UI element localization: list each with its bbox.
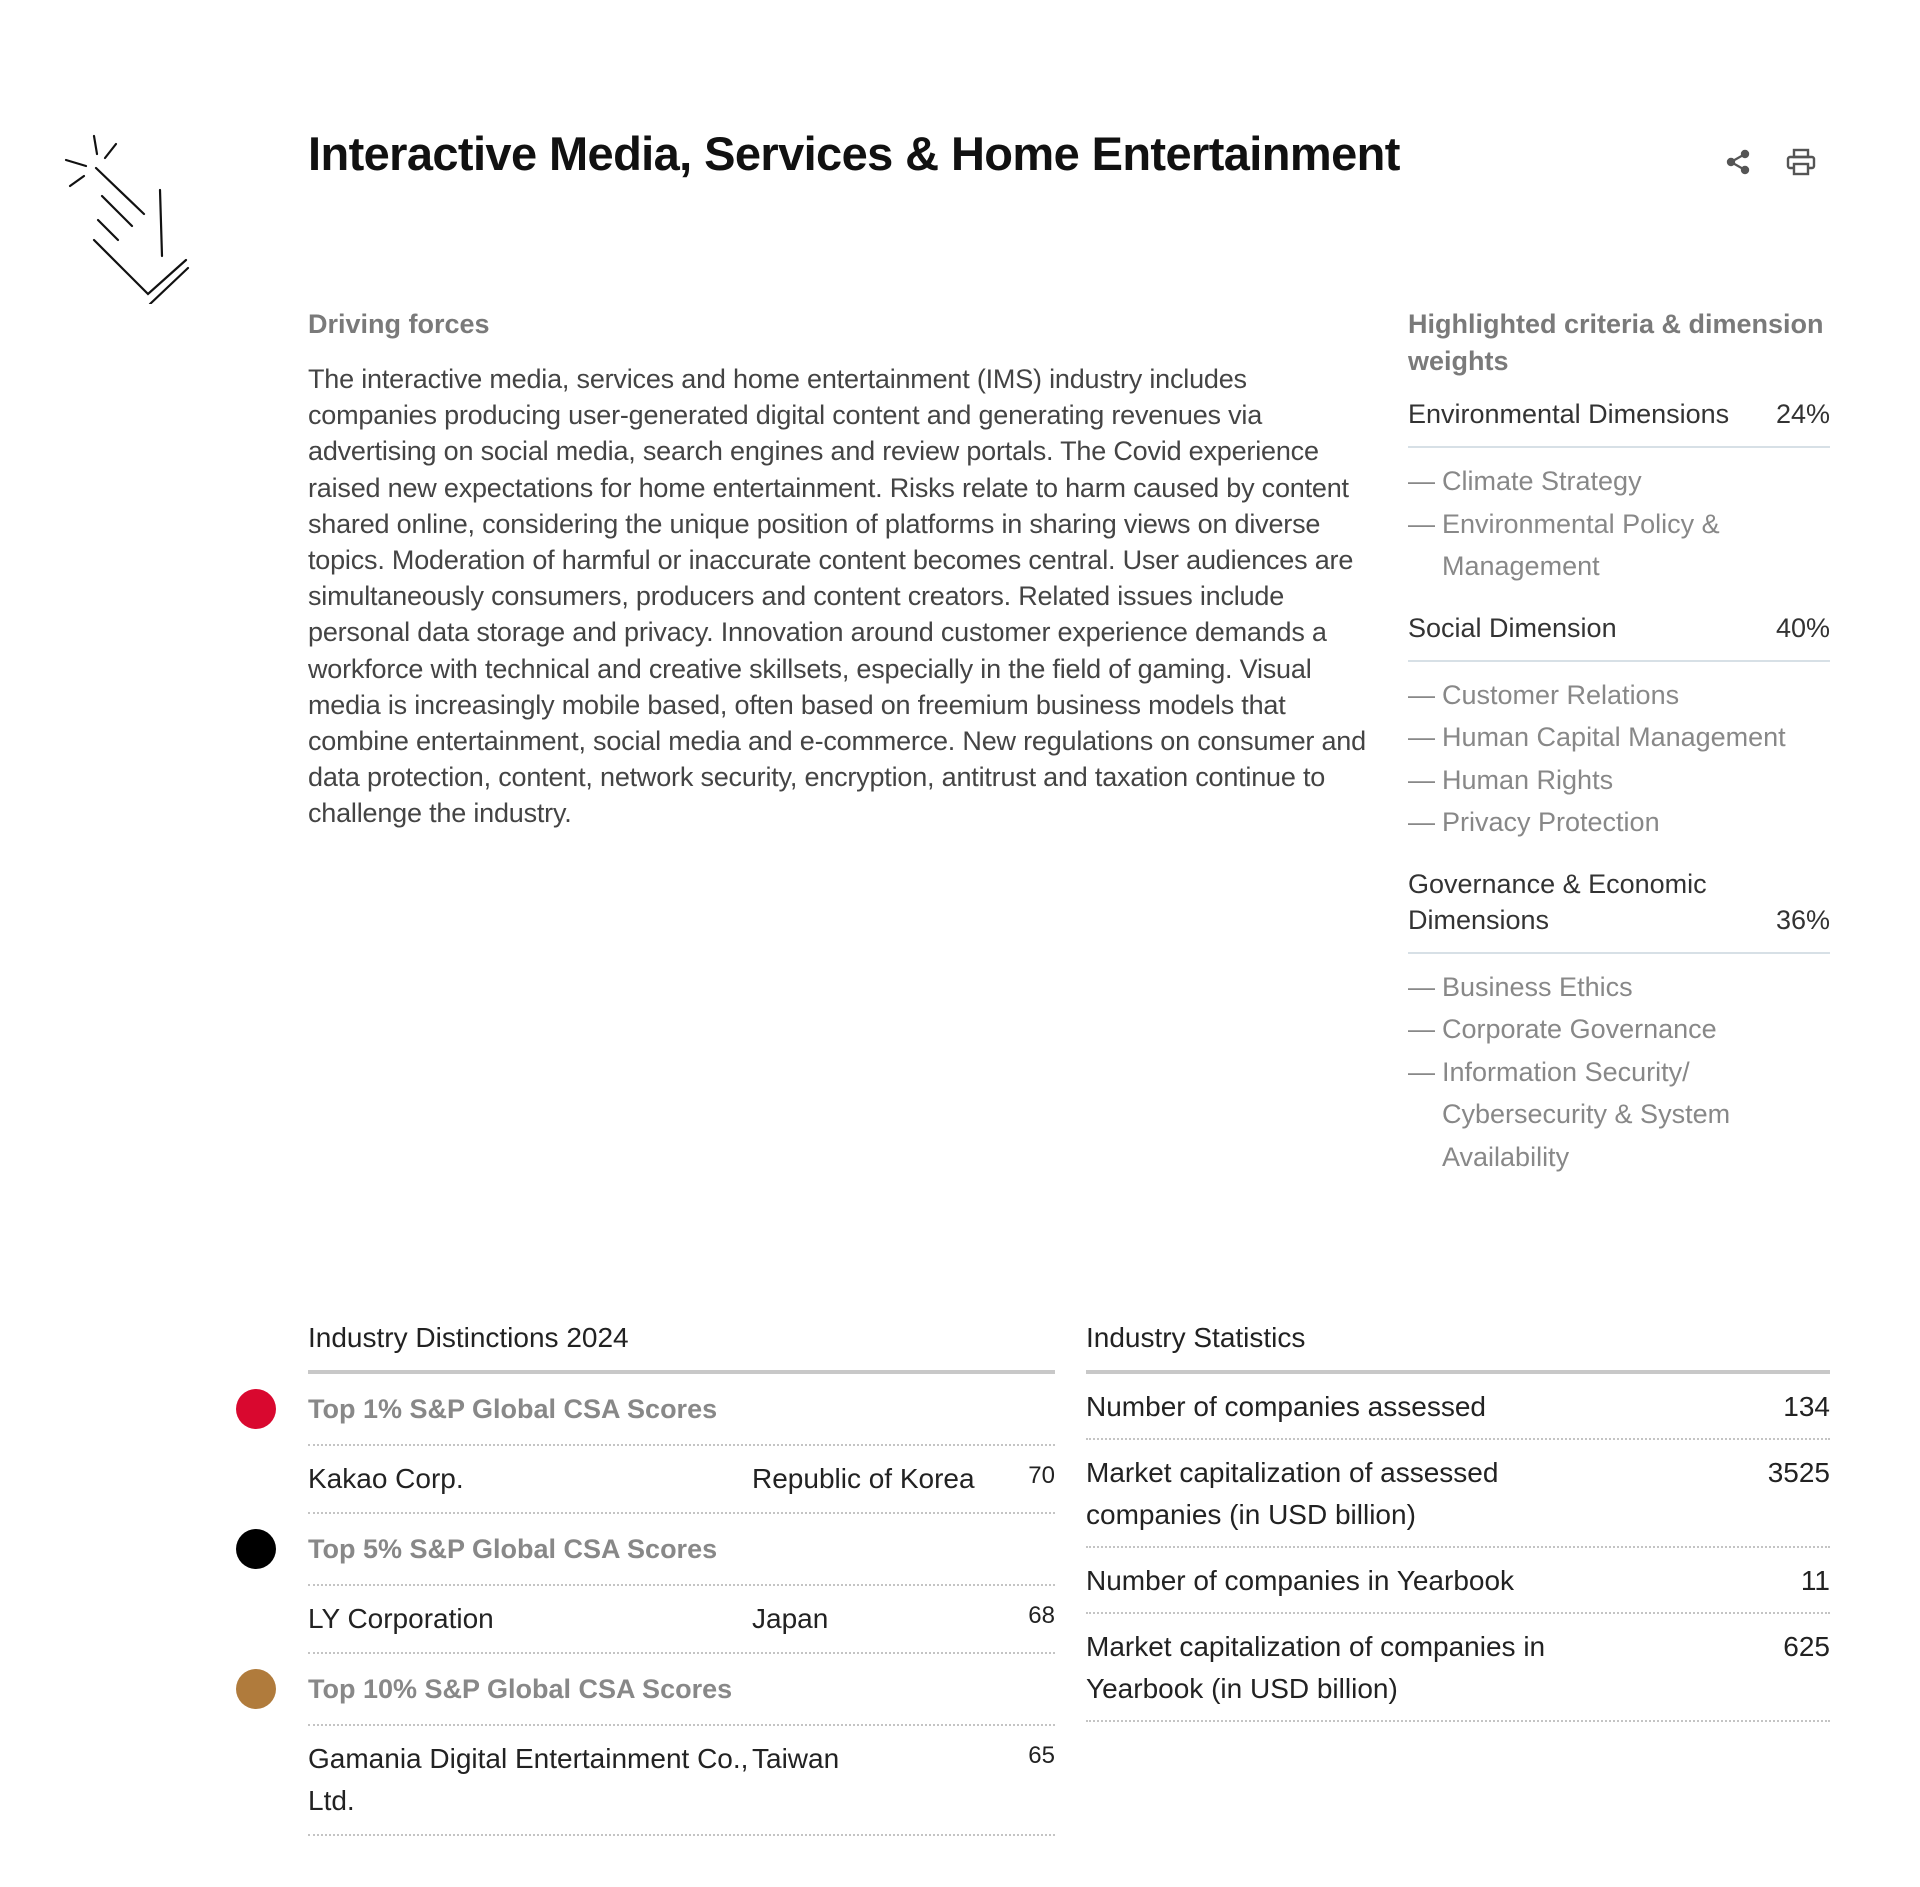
dimension-header — [1408, 866, 1830, 954]
dimension-name: Governance & Economic Dimensions — [1408, 868, 1707, 935]
table-row — [1086, 1374, 1830, 1440]
dash-mark: — — [1408, 466, 1435, 496]
table-row — [1086, 1440, 1830, 1548]
industry-statistics-table — [1086, 1318, 1830, 1722]
company-country: Republic of Korea — [752, 1463, 975, 1494]
criteria-item-label: Information Security/ Cybersecurity & System Availability — [1442, 1056, 1731, 1172]
criteria-item-label: Climate Strategy — [1442, 466, 1642, 496]
statistics-title: Industry Statistics — [1086, 1318, 1830, 1374]
criteria-item-label: Business Ethics — [1442, 971, 1633, 1002]
table-row — [308, 1586, 1055, 1654]
company-name: Kakao Corp. — [308, 1463, 464, 1494]
criteria-item — [1408, 1051, 1830, 1179]
dimension-governance — [1408, 866, 1830, 1179]
criteria-section — [1408, 306, 1830, 1178]
tier-dot-red — [236, 1389, 276, 1429]
dimension-name: Environmental Dimensions — [1408, 399, 1730, 429]
criteria-item-label: Human Capital Management — [1442, 722, 1786, 752]
tier-dot-bronze — [236, 1669, 276, 1709]
page-title: Interactive Media, Services & Home Entertainment — [308, 127, 1400, 180]
dimension-header — [1408, 610, 1830, 662]
criteria-label: Highlighted criteria & dimension weights — [1408, 309, 1824, 376]
dimension-environmental — [1408, 396, 1830, 588]
criteria-list — [1408, 954, 1830, 1179]
stat-label: Market capitalization of companies in Yearbook (in USD billion) — [1086, 1631, 1546, 1704]
tier-dot-black — [236, 1529, 276, 1569]
criteria-item-label: Environmental Policy & Management — [1442, 508, 1720, 581]
criteria-item-label: Corporate Governance — [1442, 1014, 1717, 1044]
driving-forces-label: Driving forces — [308, 309, 490, 339]
industry-distinctions-table — [308, 1318, 1055, 1836]
company-country: Japan — [752, 1603, 829, 1634]
dash-mark: — — [1408, 508, 1435, 539]
driving-forces-section — [308, 306, 1372, 859]
stat-label: Number of companies assessed — [1086, 1391, 1486, 1422]
hand-click-icon — [64, 134, 192, 304]
criteria-item — [1408, 966, 1830, 1009]
criteria-item-label: Privacy Protection — [1442, 807, 1660, 837]
dash-mark: — — [1408, 764, 1435, 795]
criteria-item — [1408, 503, 1830, 588]
dimension-header — [1408, 396, 1830, 448]
stat-value: 3525 — [1767, 1457, 1830, 1488]
dimension-social — [1408, 610, 1830, 844]
table-row — [1086, 1548, 1830, 1614]
stat-value: 11 — [1800, 1565, 1830, 1596]
criteria-item — [1408, 801, 1830, 844]
criteria-item — [1408, 460, 1830, 503]
company-score: 68 — [1028, 1602, 1055, 1629]
dash-mark: — — [1408, 1014, 1435, 1044]
tier-row-top10 — [308, 1654, 1055, 1726]
dimension-weight: 40% — [1775, 612, 1830, 643]
tier-row-top5 — [308, 1514, 1055, 1586]
company-country: Taiwan — [752, 1743, 840, 1774]
tier-row-top1 — [308, 1374, 1055, 1446]
table-row — [1086, 1614, 1830, 1722]
distinctions-title: Industry Distinctions 2024 — [308, 1318, 1055, 1374]
table-row — [308, 1726, 1055, 1836]
share-icon[interactable] — [1724, 148, 1752, 176]
company-score: 70 — [1028, 1462, 1055, 1489]
criteria-item — [1408, 1008, 1830, 1051]
criteria-list — [1408, 448, 1830, 588]
criteria-item — [1408, 716, 1830, 759]
stat-label: Market capitalization of assessed companies (in USD billion) — [1086, 1457, 1499, 1530]
tier-label: Top 1% S&P Global CSA Scores — [308, 1393, 718, 1424]
company-name: Gamania Digital Entertainment Co., Ltd. — [308, 1743, 749, 1816]
criteria-item — [1408, 674, 1830, 717]
criteria-list — [1408, 662, 1830, 844]
dash-mark: — — [1408, 1056, 1435, 1087]
dimension-weight: 36% — [1775, 904, 1830, 935]
company-name: LY Corporation — [308, 1603, 494, 1634]
table-row — [308, 1446, 1055, 1514]
dash-mark: — — [1408, 807, 1435, 837]
dash-mark: — — [1408, 679, 1435, 710]
criteria-item — [1408, 759, 1830, 802]
driving-forces-text: The interactive media, services and home entertainment (IMS) industry includes companies producing user-generated digital content and generating revenues via advertising on social media, search engines and review portals. The Covid experience raised new expectations for home entertainment. Risks relate to harm caused by content shared online, considering the unique position of platforms in sharing views on diverse topics. Moderation of harmful or inaccurate content becomes central. User audiences are simultaneously consumers, producers and content creators. Related issues include personal data storage and privacy. Innovation around customer experience demands a workforce with technical and creative skillsets, especially in the field of gaming. Visual media is increasingly mobile based, often based on freemium business models that combine entertainment, social media and e-commerce. New regulations on consumer and data protection, content, network security, encryption, antitrust and taxation continue to challenge the industry. — [308, 364, 1366, 829]
criteria-item-label: Customer Relations — [1442, 679, 1680, 710]
stat-label: Number of companies in Yearbook — [1086, 1565, 1515, 1596]
dash-mark: — — [1408, 722, 1435, 752]
stat-value: 134 — [1783, 1391, 1830, 1422]
tier-label: Top 10% S&P Global CSA Scores — [308, 1673, 733, 1704]
criteria-item-label: Human Rights — [1442, 764, 1614, 795]
print-icon[interactable] — [1786, 148, 1816, 176]
tier-label: Top 5% S&P Global CSA Scores — [308, 1533, 718, 1564]
dimension-weight: 24% — [1775, 399, 1830, 429]
dash-mark: — — [1408, 971, 1435, 1002]
company-score: 65 — [1028, 1742, 1055, 1769]
dimension-name: Social Dimension — [1408, 612, 1617, 643]
stat-value: 625 — [1783, 1631, 1830, 1662]
